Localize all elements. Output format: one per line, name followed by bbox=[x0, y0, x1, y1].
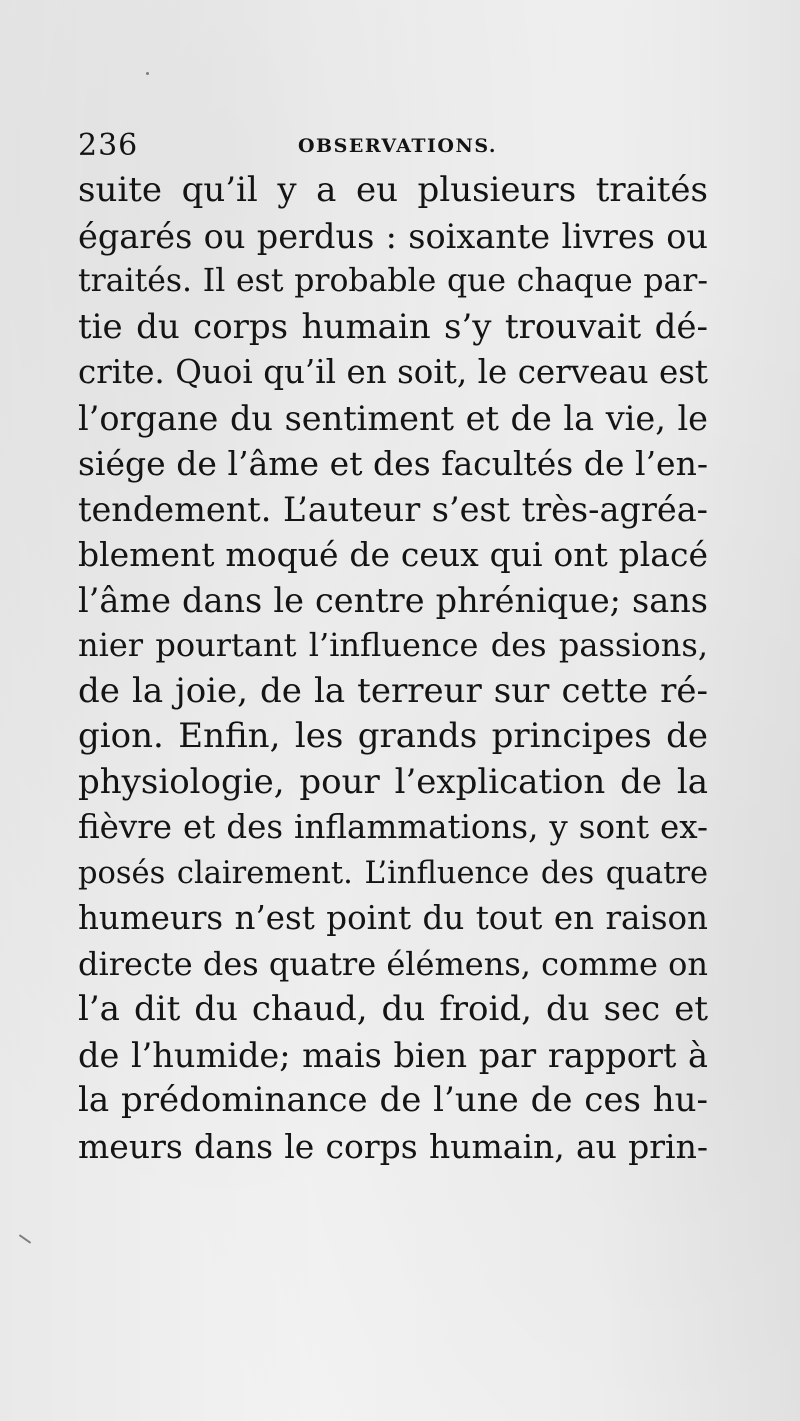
text-line: tendement. L’auteur s’est très-agréa- bbox=[78, 489, 708, 529]
text-line: de l’humide; mais bien par rapport à bbox=[78, 1035, 708, 1075]
text-line: nier pourtant l’influence des passions, bbox=[78, 626, 708, 664]
text-line: siége de l’âme et des facultés de l’en- bbox=[78, 444, 708, 483]
running-title: OBSERVATIONS. bbox=[298, 135, 497, 157]
text-line: la prédominance de l’une de ces hu- bbox=[78, 1080, 708, 1120]
text-line: physiologie, pour l’explication de la bbox=[78, 761, 708, 802]
text-line: gion. Enfin, les grands principes de bbox=[78, 716, 708, 756]
text-line: suite qu’il y a eu plusieurs traités bbox=[78, 170, 708, 210]
body-text bbox=[78, 168, 708, 1169]
text-line: fièvre et des inflammations, y sont ex- bbox=[78, 808, 708, 846]
text-line: l’organe du sentiment et de la vie, le bbox=[78, 398, 708, 438]
text-line: posés clairement. L’influence des quatre bbox=[78, 855, 708, 891]
text-line: directe des quatre élémens, comme on bbox=[78, 944, 708, 983]
text-line: humeurs n’est point du tout en raison bbox=[78, 899, 708, 937]
text-line: traités. Il est probable que chaque par- bbox=[78, 263, 708, 299]
text-line: l’a dit du chaud, du froid, du sec et bbox=[78, 989, 708, 1029]
text-line: tie du corps humain s’y trouvait dé- bbox=[78, 306, 708, 347]
text-line: l’âme dans le centre phrénique; sans bbox=[78, 580, 708, 620]
running-head bbox=[78, 128, 708, 164]
text-line: de la joie, de la terreur sur cette ré- bbox=[78, 670, 708, 711]
text-line: égarés ou perdus : soixante livres ou bbox=[78, 216, 708, 256]
text-line: blement moqué de ceux qui ont placé bbox=[78, 535, 708, 574]
text-line: crite. Quoi qu’il en soit, le cerveau est bbox=[78, 353, 708, 391]
page-number: 236 bbox=[78, 128, 139, 163]
ink-speck bbox=[146, 72, 149, 75]
ink-speck bbox=[19, 1234, 32, 1244]
text-line: meurs dans le corps humain, au prin- bbox=[78, 1126, 708, 1166]
